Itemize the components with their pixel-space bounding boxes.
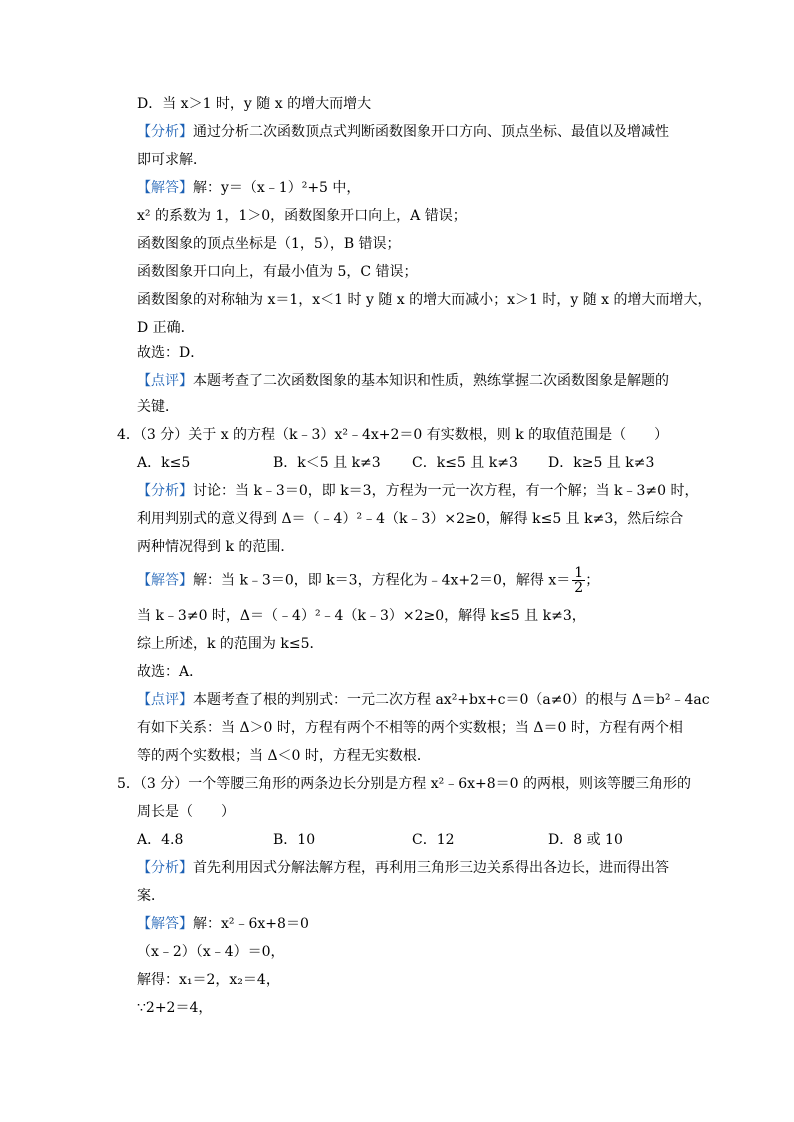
q3-comment-line-1 bbox=[137, 371, 669, 391]
q4-solution-line-2: 综上所述，k 的范围为 k≤5． bbox=[137, 636, 324, 652]
answer-text: 解：x²﹣6x+8＝0 bbox=[193, 916, 309, 932]
analysis-tag: 【分析】 bbox=[137, 124, 193, 140]
comment-tag: 【点评】 bbox=[137, 692, 193, 708]
q4-comment-line-1 bbox=[137, 690, 710, 710]
q3-option-d: D．当 x＞1 时，y 随 x 的增大而增大 bbox=[137, 96, 372, 112]
q3-comment-line-2: 关键． bbox=[137, 399, 179, 415]
answer-text-end: ； bbox=[585, 572, 600, 589]
answer-tag: 【解答】 bbox=[137, 572, 193, 589]
q4-analysis-line-3: 两种情况得到 k 的范围． bbox=[137, 539, 295, 555]
answer-text: 解：y＝（x﹣1）²+5 中， bbox=[193, 180, 361, 196]
q5-stem-line-1: 5．（3 分）一个等腰三角形的两条边长分别是方程 x²﹣6x+8＝0 的两根，则该等腰三角形的 bbox=[117, 776, 692, 792]
q5-solution-line-3: ∵2+2＝4， bbox=[137, 1000, 213, 1016]
q3-analysis-line-1 bbox=[137, 122, 669, 142]
fraction-denominator: 2 bbox=[574, 580, 584, 596]
q5-analysis-line-1 bbox=[137, 858, 669, 878]
q5-stem-line-2: 周长是（ ） bbox=[137, 804, 235, 820]
q4-option-b: B．k＜5 且 k≠3 bbox=[273, 455, 381, 471]
q4-answer-line-1 bbox=[137, 566, 599, 595]
fraction-numerator: 1 bbox=[574, 565, 584, 581]
q5-option-b: B．10 bbox=[273, 832, 316, 848]
comment-text: 本题考查了二次函数图象的基本知识和性质，熟练掌握二次函数图象是解题的 bbox=[193, 373, 669, 389]
q5-option-c: C．12 bbox=[412, 832, 455, 848]
q4-comment-line-3: 等的两个实数根；当 Δ＜0 时，方程无实数根． bbox=[137, 748, 431, 764]
q4-option-d: D．k≥5 且 k≠3 bbox=[548, 455, 655, 471]
answer-text: 解：当 k﹣3＝0，即 k＝3，方程化为﹣4x+2＝0，解得 x＝ bbox=[193, 572, 571, 589]
q4-solution-line-1: 当 k﹣3≠0 时，Δ＝（﹣4）²﹣4（k﹣3）×2≥0，解得 k≤5 且 k≠3， bbox=[137, 608, 586, 624]
q4-stem: 4．（3 分）关于 x 的方程（k﹣3）x²﹣4x+2＝0 有实数根，则 k 的取值范围是（ ） bbox=[117, 427, 669, 443]
analysis-tag: 【分析】 bbox=[137, 483, 193, 499]
q3-solution-line-5: D 正确． bbox=[137, 320, 195, 336]
analysis-text: 通过分析二次函数顶点式判断函数图象开口方向、顶点坐标、最值以及增减性 bbox=[193, 124, 669, 140]
q4-option-c: C．k≤5 且 k≠3 bbox=[412, 455, 518, 471]
q5-option-a: A．4.8 bbox=[137, 832, 184, 848]
q3-solution-line-3: 函数图象开口向上，有最小值为 5，C 错误； bbox=[137, 264, 418, 280]
answer-tag: 【解答】 bbox=[137, 180, 193, 196]
analysis-text: 首先利用因式分解法解方程，再利用三角形三边关系得出各边长，进而得出答 bbox=[193, 860, 669, 876]
q5-answer-line-1 bbox=[137, 914, 309, 934]
q4-analysis-line-2: 利用判别式的意义得到 Δ＝（﹣4）²﹣4（k﹣3）×2≥0，解得 k≤5 且 k≠3，然后综合 bbox=[137, 511, 684, 527]
q4-option-a: A．k≤5 bbox=[137, 455, 191, 471]
q4-choice: 故选：A． bbox=[137, 664, 204, 680]
q5-analysis-line-2: 案． bbox=[137, 888, 165, 904]
fraction-one-half bbox=[572, 566, 585, 595]
q3-solution-line-1: x² 的系数为 1，1＞0，函数图象开口向上，A 错误； bbox=[137, 208, 467, 224]
q3-solution-line-4: 函数图象的对称轴为 x＝1，x＜1 时 y 随 x 的增大而减小；x＞1 时，y 随 x 的增大而增大， bbox=[137, 292, 712, 308]
q5-solution-line-1: （x﹣2）（x﹣4）＝0， bbox=[137, 944, 285, 960]
comment-tag: 【点评】 bbox=[137, 373, 193, 389]
comment-text: 本题考查了根的判别式：一元二次方程 ax²+bx+c＝0（a≠0）的根与 Δ＝b²﹣4ac bbox=[193, 692, 710, 708]
analysis-tag: 【分析】 bbox=[137, 860, 193, 876]
q4-comment-line-2: 有如下关系：当 Δ＞0 时，方程有两个不相等的两个实数根；当 Δ＝0 时，方程有两个相 bbox=[137, 720, 683, 736]
q3-analysis-line-2: 即可求解． bbox=[137, 152, 207, 168]
q3-solution-line-2: 函数图象的顶点坐标是（1，5），B 错误； bbox=[137, 236, 401, 252]
q3-answer-line-1 bbox=[137, 178, 360, 198]
q5-solution-line-2: 解得：x₁＝2，x₂＝4， bbox=[137, 972, 280, 988]
analysis-text: 讨论：当 k﹣3＝0，即 k＝3，方程为一元一次方程，有一个解；当 k﹣3≠0 时， bbox=[193, 483, 699, 499]
answer-tag: 【解答】 bbox=[137, 916, 193, 932]
q3-choice: 故选：D． bbox=[137, 345, 205, 361]
q4-analysis-line-1 bbox=[137, 481, 699, 501]
q5-option-d: D．8 或 10 bbox=[548, 832, 623, 848]
